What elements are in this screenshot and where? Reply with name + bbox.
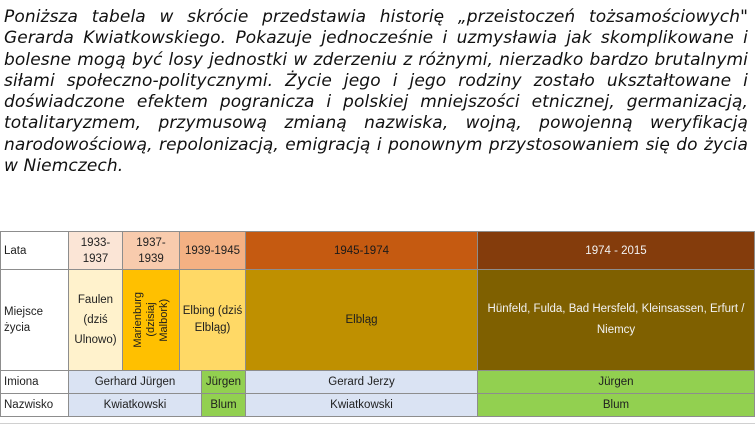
year-cell-1974: 1974 - 2015 xyxy=(477,231,755,270)
year-cell-1933: 1933- 1937 xyxy=(68,231,123,270)
surname-cell-kwiatkowski-2: Kwiatkowski xyxy=(245,393,478,417)
row-label-years: Lata xyxy=(0,231,69,270)
place-cell-marienburg xyxy=(122,269,180,371)
place-cell-elblag: Elbląg xyxy=(245,269,478,371)
intro-paragraph: Poniższa tabela w skrócie przedstawia historię „przeistoczeń tożsamościowych" Gerarda Kwiatkowskiego. Pokazuje jednocześnie i uzmysławia jak skomplikowane i bolesne mogą być losy jednostki w zderzeniu z różnymi, nierzadko bardzo brutalnymi siłami społeczno-politycznymi. Życie jego i jego rodziny zostało ukształtowane i doświadczone efektem pogranicza i polskiej mniejszości etnicznej, germanizacją, totalitaryzmem, przymusową zmianą nazwiska, wojną, powojenną weryfikacją narodowościową, repolonizacją, emigracją i ponownym przystosowaniem się do życia w Niemczech. xyxy=(4,7,748,177)
place-cell-faulen: Faulen (dziś Ulnowo) xyxy=(68,269,123,371)
bottom-divider xyxy=(0,423,755,424)
place-cell-germany: Hünfeld, Fulda, Bad Hersfeld, Kleinsassen, Erfurt / Niemcy xyxy=(477,269,755,371)
year-cell-1939: 1939-1945 xyxy=(179,231,246,270)
row-label-place: Miejsce życia xyxy=(0,269,69,371)
name-cell-jurgen-2: Jürgen xyxy=(477,370,755,394)
name-cell-jurgen-1: Jürgen xyxy=(201,370,246,394)
name-cell-gerard: Gerard Jerzy xyxy=(245,370,478,394)
surname-cell-blum-2: Blum xyxy=(477,393,755,417)
year-cell-1937: 1937- 1939 xyxy=(122,231,180,270)
row-label-surname: Nazwisko xyxy=(0,393,69,417)
surname-cell-blum-1: Blum xyxy=(201,393,246,417)
place-marienburg-text: Marienburg (dzisiaj Malbork) xyxy=(131,292,170,348)
row-label-names: Imiona xyxy=(0,370,69,394)
place-cell-elbing: Elbing (dziś Elbląg) xyxy=(179,269,246,371)
name-cell-gerhard: Gerhard Jürgen xyxy=(68,370,202,394)
surname-cell-kwiatkowski-1: Kwiatkowski xyxy=(68,393,202,417)
identity-history-table xyxy=(0,231,755,417)
year-cell-1945: 1945-1974 xyxy=(245,231,478,270)
